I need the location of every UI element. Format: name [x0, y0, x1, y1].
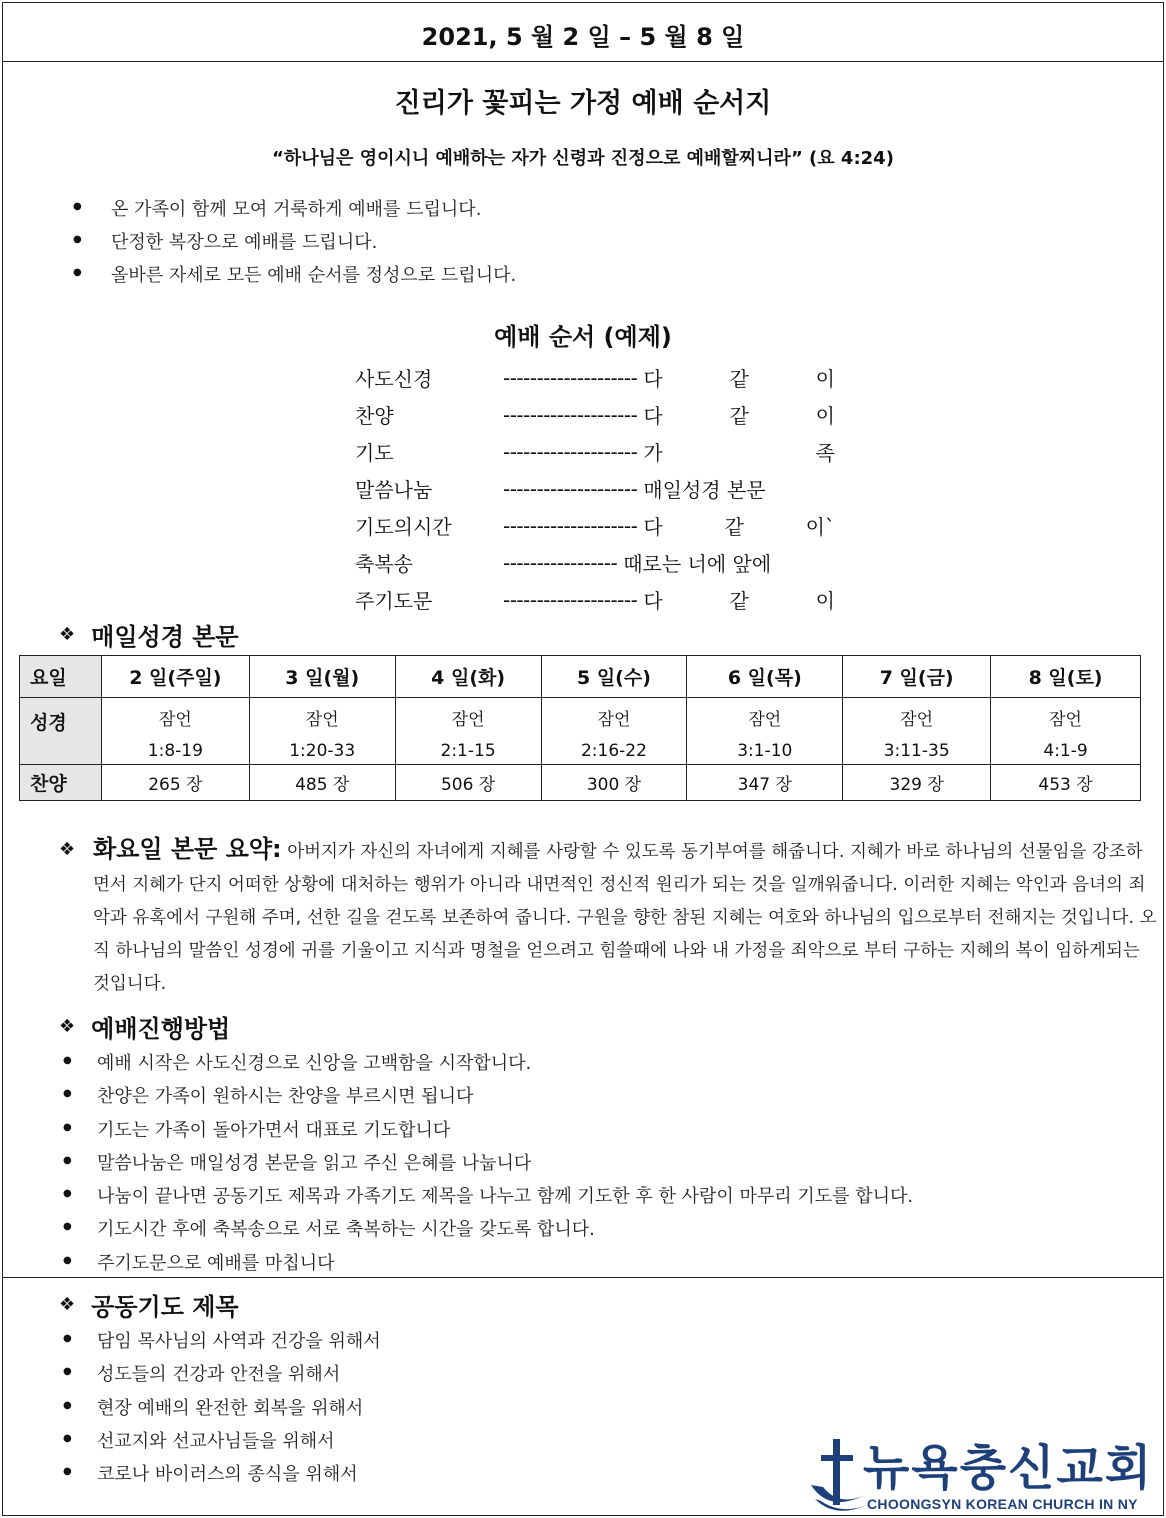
- summary-text: 아버지가 자신의 자녀에게 지혜를 사랑할 수 있도록 동기부여를 해줍니다. 지혜가 바로 하나님의 선물임을 강조하면서 지혜가 단지 어떠한 상황에 대처하는 행위가 아니라 내면적인 정신적 원리가 되는 것을 일깨워줍니다. 이러한 지혜는 악인과 음녀의 죄악과 유혹에서 구원해 주며, 선한 길을 걷도록 보존하여 줍니다. 구원을 향한 참된 지혜는 여호와 하나님의 입으로부터 전해지는 것입니다. 오직 하나님의 말씀인 성경에 귀를 기울이고 지식과 명철을 얻으려고 힘쓸때에 나와 내 가정을 죄악으로 부터 구하는 지혜의 복이 임하게되는 것입니다.: [93, 842, 1157, 994]
- day-header: 7 일(금): [843, 656, 991, 698]
- scripture-book: 잠언: [451, 710, 485, 730]
- order-item-leader: 다 같 이: [643, 404, 835, 428]
- list-item: ● 단정한 복장으로 예배를 드립니다.: [111, 228, 516, 261]
- order-item-leader: 다 같 이: [643, 589, 835, 613]
- order-row: [355, 581, 835, 618]
- scripture-ref: 3:11-35: [883, 741, 950, 761]
- hymn-cell: 265 장: [101, 765, 249, 801]
- order-item-name: 사도신경: [355, 367, 433, 391]
- order-row: [355, 396, 835, 433]
- order-item-name: 주기도문: [355, 589, 433, 613]
- list-item: ● 나눔이 끝나면 공동기도 제목과 가족기도 제목을 나누고 함께 기도한 후 한 사람이 마무리 기도를 합니다.: [97, 1182, 913, 1215]
- section-title: 매일성경 본문: [91, 623, 239, 651]
- church-name: 뉴욕충신교회: [863, 1440, 1154, 1496]
- list-item: ● 성도들의 건강과 안전을 위해서: [97, 1360, 381, 1393]
- list-item: ● 기도시간 후에 축복송으로 서로 축복하는 시간을 갖도록 합니다.: [97, 1215, 913, 1248]
- diamond-bullet-icon: ❖: [59, 1016, 76, 1037]
- document-page: [2, 2, 1164, 1516]
- order-row: [355, 507, 835, 544]
- order-leader-dashes: --------------------: [503, 402, 638, 427]
- church-logo: [809, 1435, 1159, 1515]
- diamond-bullet-icon: ❖: [59, 624, 76, 645]
- table-row: [20, 765, 1141, 801]
- scripture-ref: 2:1-15: [440, 741, 496, 761]
- scripture-cell: [395, 698, 541, 765]
- hymn-cell: 453 장: [991, 765, 1141, 801]
- hymn-cell: 329 장: [843, 765, 991, 801]
- order-item-leader: 가 족: [643, 441, 835, 465]
- order-row: [355, 470, 835, 507]
- row-label-scripture: 성경: [20, 698, 102, 765]
- section-title: 공동기도 제목: [91, 1293, 239, 1321]
- worship-order: [355, 359, 835, 618]
- church-subtitle: CHOONGSYN KOREAN CHURCH IN NY: [867, 1496, 1138, 1512]
- scripture-cell: [541, 698, 687, 765]
- scripture-ref: 1:20-33: [289, 741, 356, 761]
- day-header: 2 일(주일): [101, 656, 249, 698]
- order-row: [355, 544, 835, 581]
- scripture-ref: 2:16-22: [580, 741, 647, 761]
- list-item: ● 온 가족이 함께 모여 거룩하게 예배를 드립니다.: [111, 195, 516, 228]
- method-list: [97, 1049, 913, 1282]
- divider-top: [3, 61, 1163, 62]
- order-item-leader: 다 같 이: [643, 367, 835, 391]
- scripture-cell: [249, 698, 395, 765]
- order-item-leader: 다 같 이`: [643, 515, 835, 539]
- hymn-cell: 485 장: [249, 765, 395, 801]
- scripture-book: 잠언: [1049, 710, 1082, 730]
- order-item-leader: 매일성경 본문: [643, 478, 766, 502]
- order-leader-dashes: -----------------: [503, 550, 618, 575]
- bible-reading-table: [19, 655, 1141, 801]
- hymn-cell: 506 장: [395, 765, 541, 801]
- row-label-praise: 찬양: [20, 765, 102, 801]
- scripture-cell: [991, 698, 1141, 765]
- order-item-name: 말씀나눔: [355, 478, 433, 502]
- list-item: ● 선교지와 선교사님들을 위해서: [97, 1427, 381, 1460]
- order-item-name: 찬양: [355, 404, 394, 428]
- cross-wave-icon: [809, 1435, 869, 1515]
- order-row: [355, 433, 835, 470]
- order-leader-dashes: --------------------: [503, 476, 638, 501]
- scripture-book: 잠언: [597, 710, 631, 730]
- order-title: 예배 순서 (예제): [494, 323, 672, 351]
- table-row: [20, 698, 1141, 765]
- summary-heading: 화요일 본문 요약:: [93, 835, 282, 863]
- list-item: ● 현장 예배의 완전한 회복을 위해서: [97, 1394, 381, 1427]
- list-item: ● 예배 시작은 사도신경으로 신앙을 고백함을 시작합니다.: [97, 1049, 913, 1082]
- order-leader-dashes: --------------------: [503, 365, 638, 390]
- prayer-section-heading: [59, 1287, 239, 1322]
- section-title: 예배진행방법: [91, 1015, 231, 1043]
- diamond-bullet-icon: ❖: [59, 1294, 76, 1315]
- page-title: 진리가 꽃피는 가정 예배 순서지: [394, 88, 772, 119]
- order-item-name: 축복송: [355, 552, 413, 576]
- list-item: ● 올바른 자세로 모든 예배 순서를 정성으로 드립니다.: [111, 261, 516, 294]
- list-item: ● 코로나 바이러스의 종식을 위해서: [97, 1460, 381, 1493]
- diamond-bullet-icon: ❖: [59, 839, 76, 860]
- divider-bottom: [3, 1277, 1163, 1278]
- order-leader-dashes: --------------------: [503, 513, 638, 538]
- order-item-leader: 때로는 너에 앞에: [623, 552, 772, 576]
- table-header-row: [20, 656, 1141, 698]
- order-leader-dashes: --------------------: [503, 587, 638, 612]
- scripture-cell: [101, 698, 249, 765]
- prayer-list: [97, 1327, 381, 1493]
- date-range: 2021, 5 월 2 일 – 5 월 8 일: [421, 23, 745, 51]
- row-label-day: 요일: [20, 656, 102, 698]
- order-item-name: 기도: [355, 441, 394, 465]
- order-leader-dashes: --------------------: [503, 439, 638, 464]
- scripture-book: 잠언: [305, 710, 339, 730]
- day-header: 8 일(토): [991, 656, 1141, 698]
- scripture-book: 잠언: [900, 710, 934, 730]
- day-header: 6 일(목): [687, 656, 843, 698]
- intro-list: [111, 195, 516, 294]
- hymn-cell: 300 장: [541, 765, 687, 801]
- scripture-ref: 1:8-19: [147, 741, 203, 761]
- scripture-cell: [687, 698, 843, 765]
- bible-section-heading: [59, 617, 239, 652]
- order-item-name: 기도의시간: [355, 515, 452, 539]
- order-row: [355, 359, 835, 396]
- tuesday-summary: [93, 833, 1157, 1001]
- list-item: ● 주기도문으로 예배를 마칩니다: [97, 1249, 913, 1282]
- method-section-heading: [59, 1009, 230, 1044]
- list-item: ● 기도는 가족이 돌아가면서 대표로 기도합니다: [97, 1116, 913, 1149]
- scripture-verse: “하나님은 영이시니 예배하는 자가 신령과 진정으로 예배할찌니라” (요 4:24): [272, 148, 894, 169]
- hymn-cell: 347 장: [687, 765, 843, 801]
- list-item: ● 담임 목사님의 사역과 건강을 위해서: [97, 1327, 381, 1360]
- day-header: 4 일(화): [395, 656, 541, 698]
- scripture-book: 잠언: [748, 710, 782, 730]
- scripture-book: 잠언: [158, 710, 192, 730]
- day-header: 5 일(수): [541, 656, 687, 698]
- scripture-ref: 3:1-10: [737, 741, 793, 761]
- list-item: ● 찬양은 가족이 원하시는 찬양을 부르시면 됩니다: [97, 1082, 913, 1115]
- scripture-ref: 4:1-9: [1043, 741, 1088, 761]
- day-header: 3 일(월): [249, 656, 395, 698]
- scripture-cell: [843, 698, 991, 765]
- list-item: ● 말씀나눔은 매일성경 본문을 읽고 주신 은혜를 나눕니다: [97, 1149, 913, 1182]
